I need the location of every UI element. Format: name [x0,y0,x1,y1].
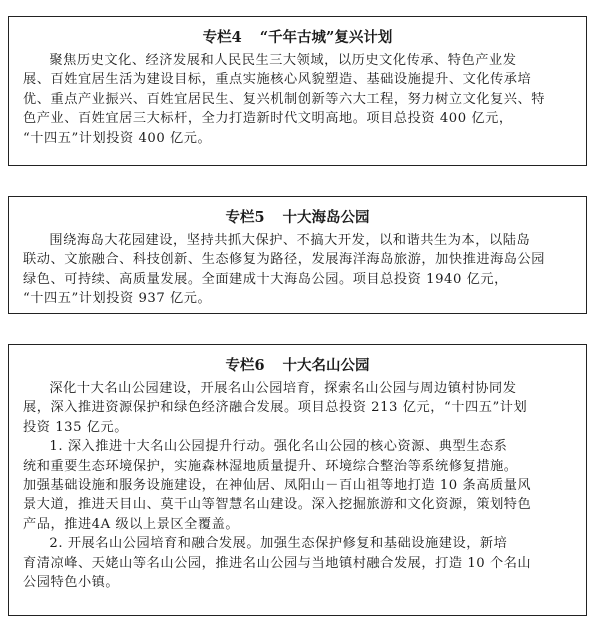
text-line: 加强基础设施和服务设施建设，在神仙居、凤阳山－百山祖等地打造 10 条高质量风 [23,478,532,494]
column-intro [23,379,572,437]
text-line: 聚焦历史文化、经济发展和人民民生三大领域，以历史文化传承、特色产业发 [49,53,517,68]
column-title [23,357,572,375]
text-line: 投资 135 亿元。 [23,419,128,435]
column-box-4 [8,16,587,166]
column-title [23,209,572,227]
column-body [23,51,572,148]
text-line: 深化十大名山公园建设，开展名山公园培育，探索名山公园与周边镇村协同发 [49,381,517,396]
column-number: 专栏5 [225,209,265,226]
text-line: 优、重点产业振兴、百姓宜居民生、复兴机制创新等六大工程，努力树立文化复兴、特 [23,91,546,107]
text-line: 色产业、百姓宜居三大标杆，全力打造新时代文明高地。项目总投资 400 亿元， [23,111,513,127]
column-heading: “千年古城”复兴计划 [259,29,393,46]
text-line: 统和重要生态环境保护，实施森林湿地质量提升、环境综合整治等系统修复措施。 [23,458,518,474]
text-line: 育清凉峰、天姥山等名山公园，推进名山公园与当地镇村融合发展，打造 10 个名山 [23,555,532,571]
column-number: 专栏6 [225,357,265,374]
column-title [23,29,572,47]
text-line: 1. 深入推进十大名山公园提升行动。强化名山公园的核心资源、典型生态系 [49,439,508,455]
text-line: 景大道，推进天目山、莫干山等智慧名山建设。深入挖掘旅游和文化资源，策划特色 [23,497,532,513]
text-line: 联动、文旅融合、科技创新、生态修复为路径，发展海洋海岛旅游，加快推进海岛公园 [23,252,546,268]
column-number: 专栏4 [202,29,242,46]
text-line: 围绕海岛大花园建设，坚持共抓大保护、不搞大开发，以和谐共生为本，以陆岛 [49,233,531,248]
column-item-1 [23,437,572,534]
column-heading: 十大名山公园 [282,357,370,374]
text-line: “十四五”计划投资 400 亿元。 [23,130,212,146]
column-box-6 [8,344,587,616]
text-line: 绿色、可持续、高质量发展。全面建成十大海岛公园。项目总投资 1940 亿元， [23,271,508,287]
column-item-2 [23,534,572,592]
text-line: 展、百姓宜居生活为建设目标，重点实施核心风貌塑造、基础设施提升、文化传承培 [23,72,532,88]
column-box-5 [8,196,587,314]
text-line: 产品，推进4A 级以上景区全覆盖。 [23,516,240,532]
column-body [23,231,572,309]
text-line: 展，深入推进资源保护和绿色经济融合发展。项目总投资 213 亿元，“十四五”计划 [23,400,528,416]
text-line: 2. 开展名山公园培育和融合发展。加强生态保护修复和基础设施建设，新培 [49,536,508,552]
column-heading: 十大海岛公园 [282,209,370,226]
text-line: 公园特色小镇。 [23,575,120,591]
text-line: “十四五”计划投资 937 亿元。 [23,291,212,307]
